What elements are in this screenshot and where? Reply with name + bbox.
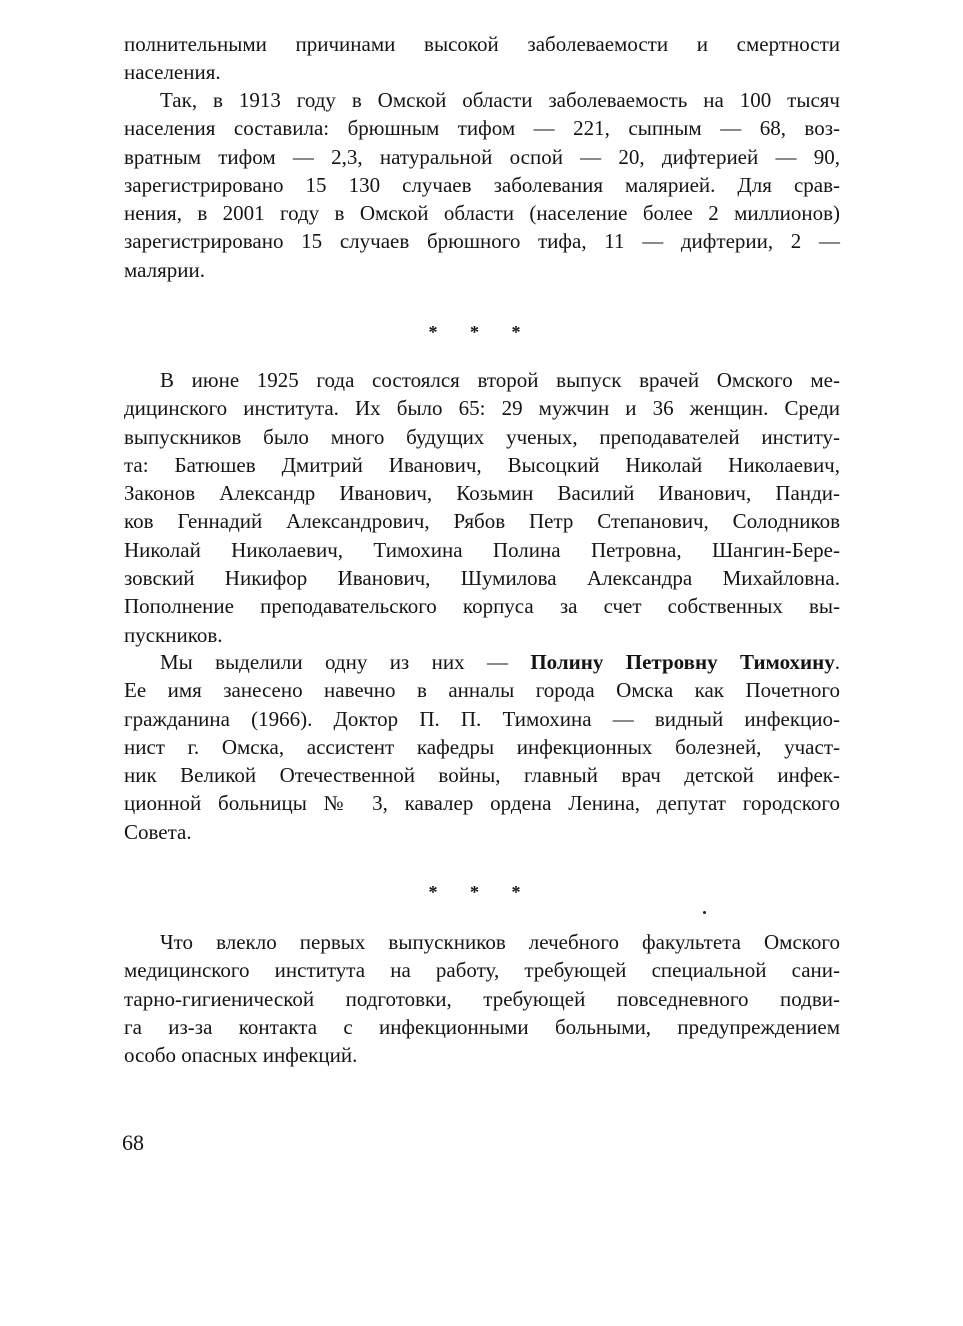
text-line: га из-за контакта с инфекционными больными, предупреждением (124, 1014, 840, 1039)
text-line: Так, в 1913 году в Омской области заболеваемость на 100 тысяч (160, 88, 840, 112)
text-line: ник Великой Отечественной войны, главный врач детской инфек- (124, 763, 840, 788)
text-line: особо опасных инфекций. (124, 1043, 358, 1068)
text-line: зовский Никифор Иванович, Шумилова Александра Михайловна. (124, 566, 840, 591)
text-line: Что влекло первых выпускников лечебного факультета Омского (160, 930, 840, 954)
text-line: та: Батюшев Дмитрий Иванович, Высоцкий Николай Николаевич, (124, 452, 840, 477)
paragraph-timokhina (124, 648, 840, 846)
text-line: пускников. (124, 622, 223, 647)
text-run: . (834, 650, 840, 674)
text-line: тарно-гигиенической подготовки, требующей повседневного подви- (124, 986, 840, 1011)
page-number: 68 (122, 1130, 144, 1155)
text-line: населения. (124, 60, 221, 85)
text-line: Ее имя занесено навечно в анналы города Омска как Почетного (124, 678, 840, 703)
text-line: В июне 1925 года состоялся второй выпуск врачей Омского ме- (160, 368, 840, 392)
text-line: полнительными причинами высокой заболеваемости и смертности (124, 32, 840, 56)
text-line: малярии. (124, 257, 206, 282)
text-run: Мы выделили одну из них — (160, 650, 531, 674)
text-line: Законов Александр Иванович, Козьмин Василий Иванович, Панди- (124, 481, 840, 506)
text-line: нения, в 2001 году в Омской области (население более 2 миллионов) (124, 201, 840, 226)
section-separator: * * * (428, 322, 535, 342)
text-line (124, 648, 840, 676)
text-line: нист г. Омска, ассистент кафедры инфекционных болезней, участ- (124, 734, 840, 759)
text-line: Николай Николаевич, Тимохина Полина Петровна, Шангин-Бере- (124, 537, 840, 562)
print-speck (703, 911, 706, 914)
text-line: вратным тифом — 2,3, натуральной оспой — 20, дифтерией — 90, (124, 144, 840, 169)
text-line: гражданина (1966). Доктор П. П. Тимохина — видный инфекцио- (124, 706, 840, 731)
text-line: выпускников было много будущих ученых, преподавателей институ- (124, 424, 840, 449)
text-line: дицинского института. Их было 65: 29 мужчин и 36 женщин. Среди (124, 396, 840, 421)
highlighted-name: Полину Петровну Тимохину (530, 650, 835, 674)
paragraph-intro (124, 30, 840, 87)
text-line: медицинского института на работу, требующей специальной сани- (124, 958, 840, 983)
paragraph-graduation-1925 (124, 366, 840, 649)
paragraph-morbidity-1913 (124, 86, 840, 284)
text-line: населения составила: брюшным тифом — 221, сыпным — 68, воз- (124, 116, 840, 141)
text-line: ков Геннадий Александрович, Рябов Петр Степанович, Солодников (124, 509, 840, 534)
text-line: зарегистрировано 15 случаев брюшного тифа, 11 — дифтерии, 2 — (124, 229, 840, 254)
text-line: ционной больницы № 3, кавалер ордена Ленина, депутат городского (124, 791, 840, 816)
text-line: Совета. (124, 819, 192, 844)
text-line: Пополнение преподавательского корпуса за счет собственных вы- (124, 594, 840, 619)
section-separator: * * * (428, 882, 535, 902)
paragraph-question (124, 928, 840, 1069)
text-line: зарегистрировано 15 130 случаев заболевания малярией. Для срав- (124, 172, 840, 197)
